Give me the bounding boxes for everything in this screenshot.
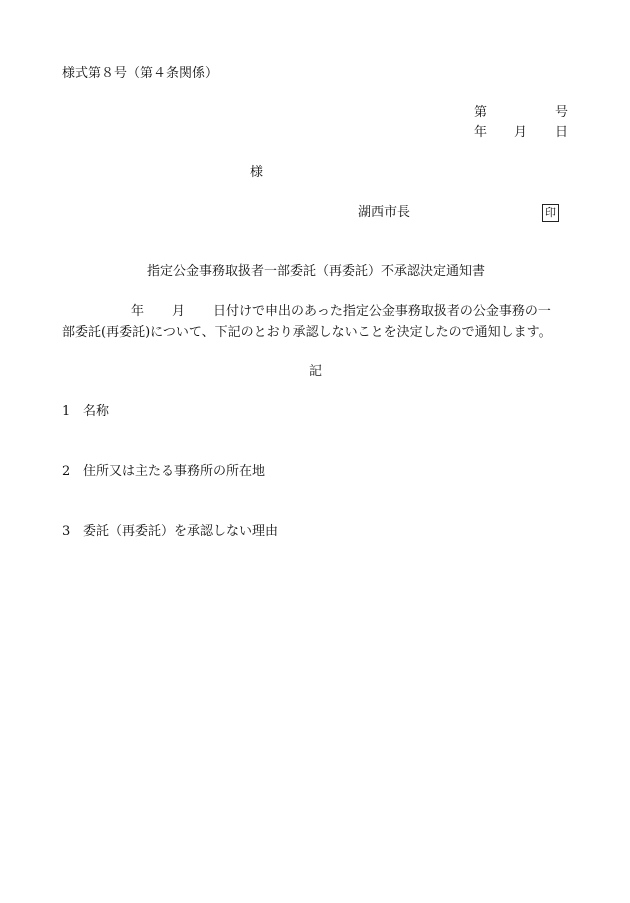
sender-name: 湖西市長 (358, 205, 411, 220)
date-day: 日 (555, 125, 569, 140)
ki-heading: 記 (309, 364, 323, 379)
item-label-name: 名称 (83, 404, 110, 419)
addressee-suffix: 様 (250, 165, 264, 180)
seal-mark: 印 (542, 204, 559, 222)
document-title: 指定公金事務取扱者一部委託（再委託）不承認決定通知書 (147, 264, 486, 279)
form-number: 様式第８号（第４条関係） (62, 66, 219, 81)
date-year: 年 (474, 125, 488, 140)
body-month: 月 (172, 304, 186, 319)
body-year: 年 (131, 304, 145, 319)
item-number: 1 (62, 404, 71, 419)
doc-number-suffix: 号 (555, 105, 569, 120)
item-label-address: 住所又は主たる事務所の所在地 (83, 464, 266, 479)
doc-number-prefix: 第 (474, 105, 488, 120)
body-line-2: 部委託(再委託)について、下記のとおり承認しないことを決定したので通知します。 (62, 325, 552, 340)
item-label-reason: 委託（再委託）を承認しない理由 (83, 524, 279, 539)
body-line-1: 日付けで申出のあった指定公金事務取扱者の公金事務の一 (213, 304, 551, 319)
item-number: 2 (62, 464, 71, 479)
item-number: 3 (62, 524, 71, 539)
date-month: 月 (514, 125, 528, 140)
